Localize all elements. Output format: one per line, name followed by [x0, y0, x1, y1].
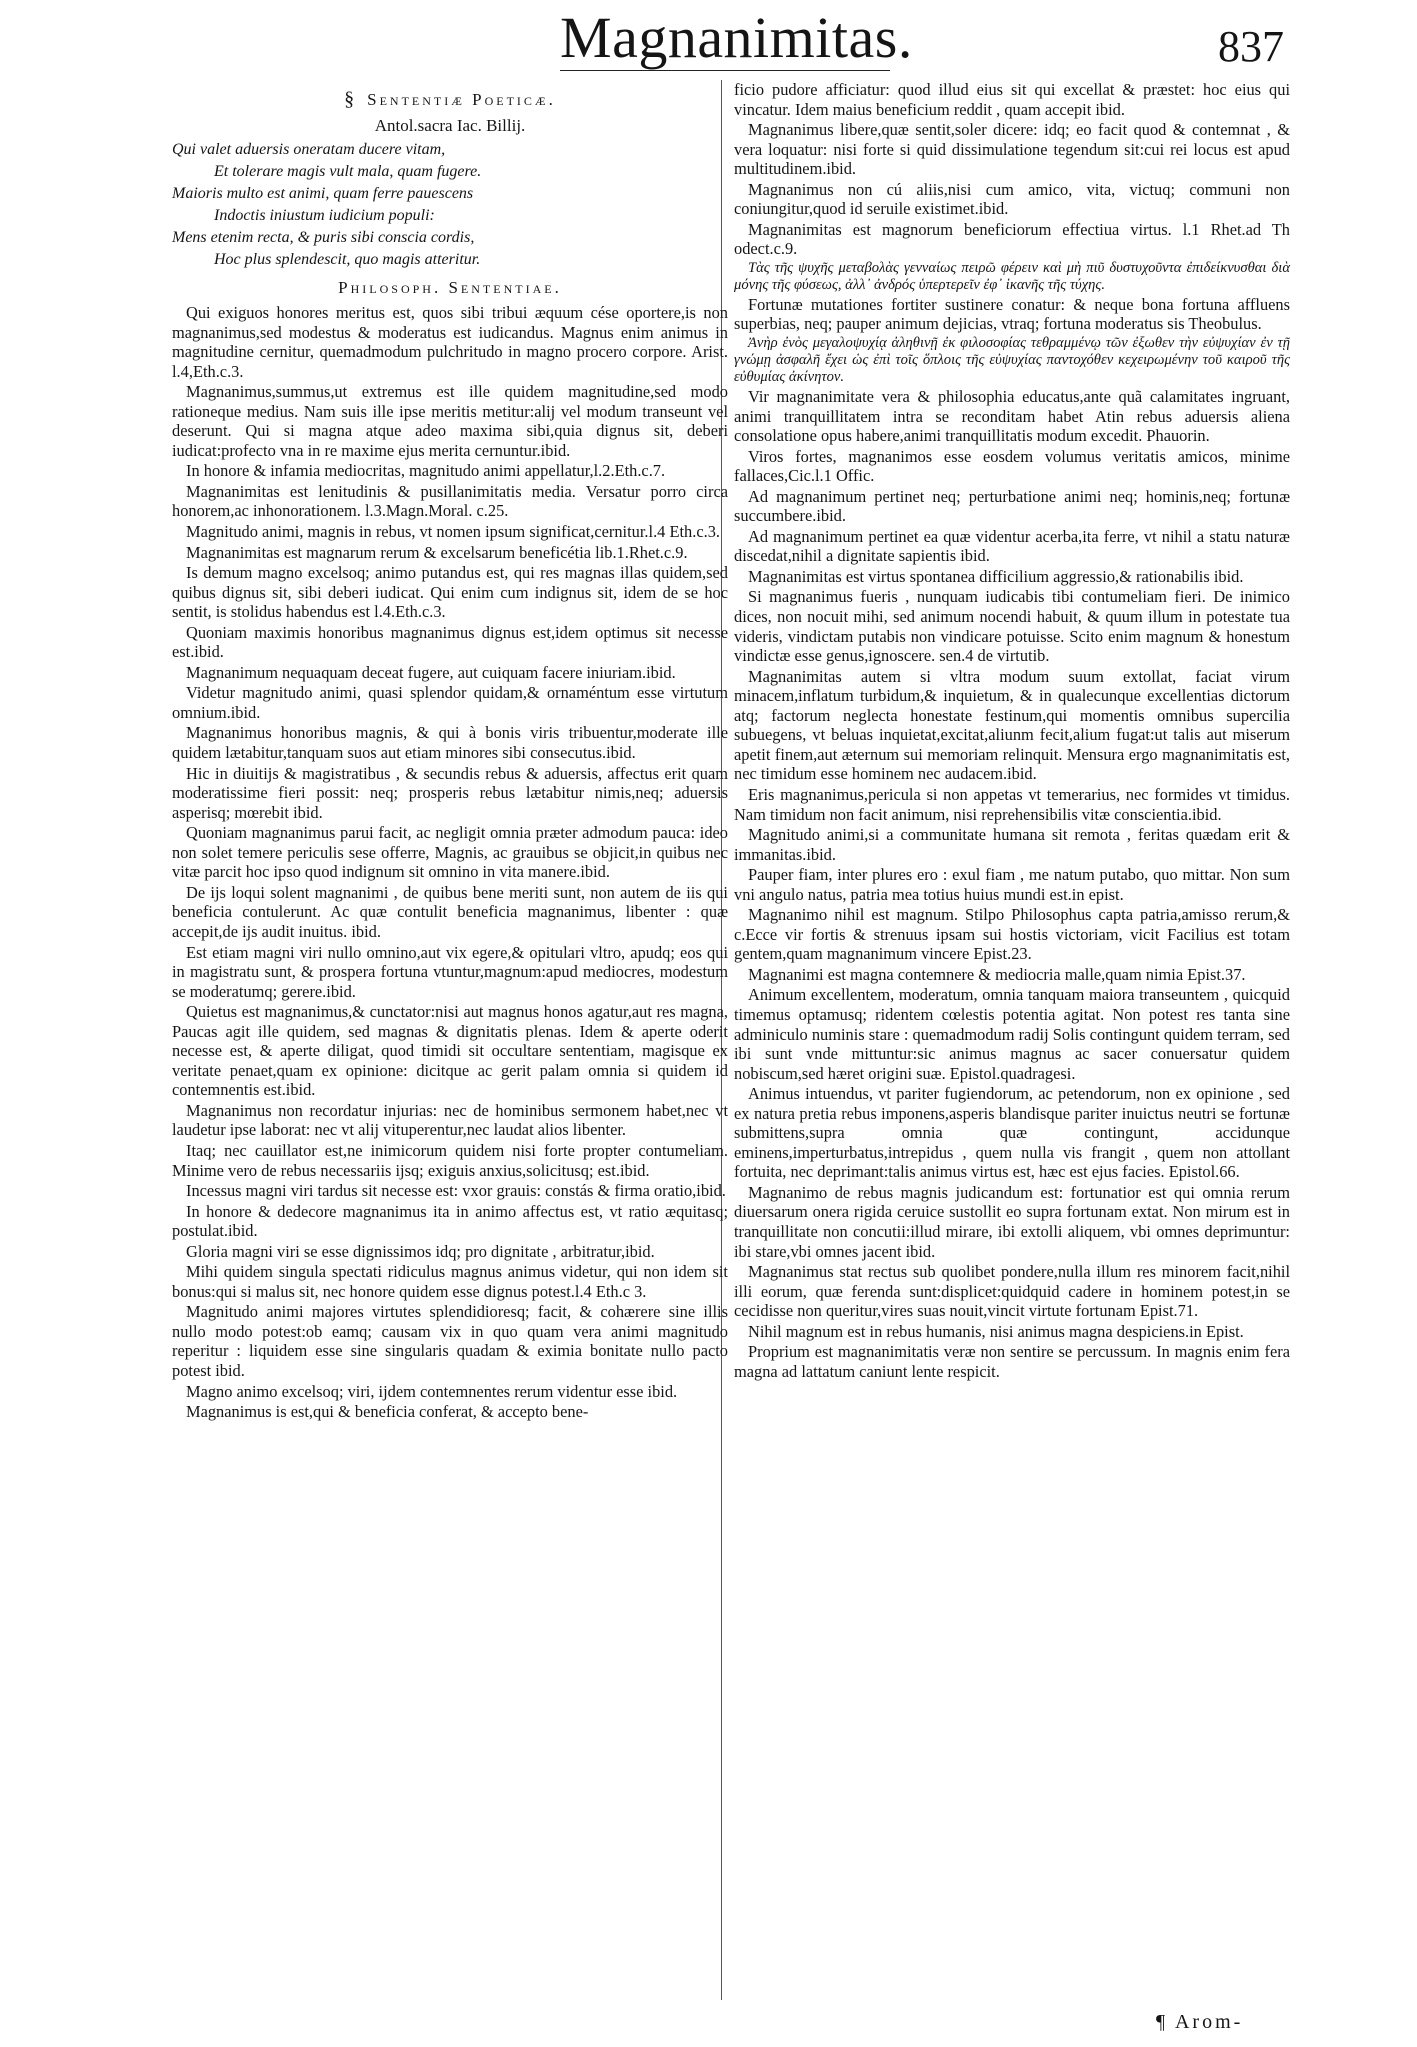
sentence-paragraph: Hic in diuitijs & magistratibus , & secundis rebus & aduersis, affectus erit quam moderatissime fieri possit: neq; prosperis rebus lætabitur nimis,neq; aduersis asperisq; mœrebit ibid.: [172, 763, 728, 822]
poem-line: Et tolerare magis vult mala, quam fugere.: [214, 163, 482, 180]
sentence-paragraph: Magnanimus non cú aliis,nisi cum amico, vita, victuq; communi non coniungitur,quod id seruile existimet.ibid.: [734, 179, 1290, 219]
sentence-paragraph: Pauper fiam, inter plures ero : exul fiam , me natum putabo, quo mittar. Non sum vni angulo natus, patria mea totius huius mundi est.in epist.: [734, 865, 1290, 904]
sentence-paragraph: De ijs loqui solent magnanimi , de quibus bene meriti sunt, non autem de iis qui beneficia contulerunt. Ac quæ contulit beneficia magnanimus, libenter : quæ accepit,de ijs audit inuitus. ibid.: [172, 882, 728, 941]
sentence-paragraph: Ad magnanimum pertinet ea quæ videntur acerba,ita ferre, vt nihil a statu naturæ discedat,nihil a dignitate sapientis ibid.: [734, 526, 1290, 566]
sentence-paragraph: Magnanimus honoribus magnis, & qui à bonis viris tribuentur,moderate ille quidem lætabitur,tanquam suos aut etiam minores sibi consecutus.ibid.: [172, 723, 728, 763]
sentence-paragraph: Est etiam magni viri nullo omnino,aut vix egere,& opitulari vltro, apudq; eos qui in magistratu sunt, & prospera fortuna vtuntur,magnum:apud mediocres, modestum se moderatumq; gerere.ibid.: [172, 942, 728, 1001]
sentence-paragraph: Magnanimitas est virtus spontanea difficilium aggressio,& rationabilis ibid.: [748, 566, 1244, 586]
sentence-paragraph: Magnitudo animi,si a communitate humana sit remota , feritas quædam erit & immanitas.ibid.: [734, 825, 1290, 864]
sentence-paragraph: Animus intuendus, vt pariter fugiendorum, ac petendorum, non ex opinione , sed ex natura pretia rebus imponens,asperis blandisque pariter inuictus neutri se fortunæ submittens,supra omnia quæ contingunt, accidunque eminens,imperturbatus,intrepidus , quem nulla vis frangit , quem non attollant fortuita, nec deprimant:talis animus virtus est, hæc est ejus facies. Epistol.66.: [734, 1084, 1290, 1182]
sentence-paragraph: Fortunæ mutationes fortiter sustinere conatur: & neque bona fortuna affluens superbias, neq; pauper animum dejicias, vtraq; fortuna moderatus sis Theobulus.: [734, 294, 1290, 334]
poem: [172, 139, 728, 271]
sentence-paragraph: Animum excellentem, moderatum, omnia tanquam maiora transeuntem , quicquid timemus optamusq; ridentem cœlestis potentia agitat. Non potest res tanta sine adminiculo numinis stare : quemadmodum radij Solis contingunt quidem terram, sed ibi sunt vnde mittuntur:sic animus magnus ac sacer conuersatur quidem nobiscum,sed hæret origini suæ. Epistol.quadragesi.: [734, 985, 1290, 1083]
sentence-paragraph: Quoniam maximis honoribus magnanimus dignus est,idem optimus sit necesse est.ibid.: [172, 622, 728, 662]
sentence-paragraph: Qui exiguos honores meritus est, quos sibi tribui æquum cése oportere,is non magnanimus,sed modestus & moderatus est iudicandus. Magnus enim animus in magnitudine cernitur, quemadmodum pulchritudo in magno procero corpore. Arist. l.4,Eth.c.3.: [172, 303, 728, 381]
sentence-paragraph: Quietus est magnanimus,& cunctator:nisi aut magnus honos agatur,aut res magna, Paucas agit ille quidem, sed magnas & dignitatis plenas. Idem & aperte oderit necesse est, & aperte diligat, quod timidi sit occultare sententiam, magisque ex veritate penaet,quam ex opinione: dicitque ac gerit palam omnia si quidem id contemnentis est.ibid.: [172, 1002, 728, 1100]
left-column: [172, 86, 728, 1423]
sentence-paragraph: Magnanimi est magna contemnere & mediocria malle,quam nimia Epist.37.: [748, 964, 1246, 984]
sentence-paragraph: Magnanimus,summus,ut extremus est ille quidem magnitudine,sed modo rationeque medius. Nam suis ille ipse meritis metitur:alij vel modum transeunt vel deserunt. Qui si magna atque adeo maxima sibi,quia dignus sit, deberi iudicat:profecto vna in re maxime ejus merita cernuntur.ibid.: [172, 382, 728, 460]
poem-line: Indoctis iniustum iudicium populi:: [214, 207, 435, 224]
sentence-paragraph: Nihil magnum est in rebus humanis, nisi animus magna despiciens.in Epist.: [748, 1321, 1244, 1341]
sentence-paragraph: Is demum magno excelsoq; animo putandus est, qui res magnas illas quidem,sed quibus dignus sit, sibi deberi iudicat. Qui enim cum indignus sit, idem de se hoc sentit, is stolidus habendus est l.4.Eth.c.3.: [172, 563, 728, 622]
greek-quotation: Ἀνὴρ ἐνὸς μεγαλοψυχίᾳ ἀληθινῇ ἐκ φιλοσοφίας τεθραμμένῳ τῶν ἐξωθεν τὴν εὐψυχίαν ἐν τῇ γνώμῃ ἀσφαλῆ ἔχει ὡς ἐπὶ τοῖς ὅπλοις τῆς εὐψυχίας παντοχόθεν κεχειρωμένην τοῦ καιροῦ τῆς εὐθυμίας ἀκίνητον.: [734, 335, 1290, 386]
sentence-paragraph: Incessus magni viri tardus sit necesse est: vxor grauis: constás & firma oratio,ibid.: [186, 1181, 726, 1201]
sentence-paragraph: Magno animo excelsoq; viri, ijdem contemnentes rerum videntur esse ibid.: [186, 1381, 678, 1401]
sentence-paragraph: Magnitudo animi, magnis in rebus, vt nomen ipsum significat,cernitur.l.4 Eth.c.3.: [186, 522, 720, 542]
poem-line: Qui valet aduersis oneratam ducere vitam,: [172, 141, 446, 158]
title-underline: [560, 70, 890, 71]
page-number: 837: [1218, 22, 1284, 71]
sentence-paragraph: ficio pudore afficiatur: quod illud eius sit qui excellat & præstet: hoc eius qui vincatur. Idem maius beneficium reddit , quam accepit ibid.: [734, 80, 1290, 119]
section-heading-poetic: [172, 88, 728, 111]
right-column: [734, 80, 1290, 1382]
sentence-paragraph: Magnanimitas autem si vltra modum suum extollat, faciat virum minacem,inflatum turbidum,& inquietum, & in qualecunque excellentias dictorum atq; factorum neglecta honestate festinum,qui momentis omnibus supercilia subuegens, vt beluas inquietat,excitat,aliunm fecit,alium fugat:ut talis aut miserum apetit finem,aut æternum sui memoriam relinquit. Mensura ergo magnanimitatis est, nec timidum esse hominem nec audacem.ibid.: [734, 666, 1290, 784]
sentence-paragraph: Eris magnanimus,pericula si non appetas vt temerarius, nec formides vt timidus. Nam timidum non facit animum, nisi reprehensibilis vitæ conscientia.ibid.: [734, 784, 1290, 824]
poem-line: Mens etenim recta, & puris sibi conscia cordis,: [172, 229, 475, 246]
sentence-paragraph: Videtur magnitudo animi, quasi splendor quidam,& ornaméntum esse virtutum omnium.ibid.: [172, 683, 728, 722]
poem-source: Antol.sacra Iac. Billij.: [374, 116, 526, 135]
sentence-paragraph: In honore & infamia mediocritas, magnitudo animi appellatur,l.2.Eth.c.7.: [186, 461, 666, 481]
sentence-paragraph: Magnanimus stat rectus sub quolibet pondere,nulla illum res minorem facit,nihil illi eorum, quæ ferenda sunt:displicet:quidquid cadere in hominem potest,in se cecidisse non queritur,vires suas nouit,vincit virtute fortunam Epist.71.: [734, 1262, 1290, 1321]
poem-line: Hoc plus splendescit, quo magis atteritur.: [214, 251, 481, 268]
sentence-paragraph: Magnanimum nequaquam deceat fugere, aut cuiquam facere iniuriam.ibid.: [186, 662, 676, 682]
page-title: Magnanimitas.: [560, 5, 913, 70]
sentence-paragraph: Si magnanimus fueris , nunquam iudicabis tibi contumeliam fieri. De inimico dices, non nocuit mihi, sed animum nocendi habuit, & quum illum in potestate tua videris, vindictam putabis non vindicare potuisse. Scito enim magnum & honestum vindictæ esse genus,ignoscere. sen.4 de virtutib.: [734, 587, 1290, 666]
sentence-paragraph: Ad magnanimum pertinet neq; perturbatione animi neq; hominis,neq; fortunæ succumbere.ibid.: [734, 486, 1290, 526]
sentence-paragraph: Magnanimo nihil est magnum. Stilpo Philosophus capta patria,amisso rerum,& c.Ecce vir fortis & strenuus ipsam sui hostis victoriam, vicit Facilius est totam gentem,quam magnanimum vincere Epist.23.: [734, 905, 1290, 964]
sentence-paragraph: Magnanimitas est magnarum rerum & excelsarum beneficétia lib.1.Rhet.c.9.: [186, 542, 688, 562]
sentence-paragraph: Magnanimitas est magnorum beneficiorum effectiua virtus. l.1 Rhet.ad Th odect.c.9.: [734, 219, 1290, 259]
sentence-paragraph: Vir magnanimitate vera & philosophia educatus,ante quã calamitates ingruant, animi tranquillitatem intra se reconditam habet Atin rebus aduersis aliena consolatione opus habere,animi tranquillitatis modum excedit. Phauorin.: [734, 387, 1290, 446]
sentence-paragraph: Magnanimitas est lenitudinis & pusillanimitatis media. Versatur porro circa honorem,ac inhonorationem. l.3.Magn.Moral. c.25.: [172, 481, 728, 521]
sentence-paragraph: Mihi quidem singula spectati ridiculus magnus animus videtur, qui non idem sit bonus:qui si malus sit, nec honore quidem esse dignus potest.l.4 Eth.c 3.: [172, 1262, 728, 1301]
sentence-paragraph: Magnitudo animi majores virtutes splendidioresq; facit, & cohærere sine illis nullo modo potest:ob eamq; causam vix in quo quam vera animi magnitudo reperitur : liquidem esse sine singularis quadam & eximia bonitate nullo pacto potest ibid.: [172, 1302, 728, 1380]
sentence-paragraph: Magnanimus is est,qui & beneficia conferat, & accepto bene-: [186, 1402, 589, 1422]
section-mark: §: [344, 88, 358, 110]
sentence-paragraph: Magnanimo de rebus magnis judicandum est: fortunatior est qui omnia rerum diuersarum onera rigida ceruice sustollit eo supra fortunam extat. Non mirum est in tranquillitate non concutii:illud mirare, ibi extolli aliquem, vbi omnes deprimuntur: ibi stare,vbi omnes jacent ibid.: [734, 1182, 1290, 1261]
sentence-paragraph: Magnanimus libere,quæ sentit,soler dicere: idq; eo facit quod & contemnat , & vera loquatur: nisi forte si quid dissimulatione tegendum sit:cui rei locus est apud multitudinem.ibid.: [734, 120, 1290, 179]
sentence-paragraph: Gloria magni viri se esse dignissimos idq; pro dignitate , arbitratur,ibid.: [186, 1241, 655, 1261]
greek-quotation: Τὰς τῆς ψυχῆς μεταβολὰς γενναίως πειρῶ φέρειν καὶ μὴ πιῦ δυστυχοῦντα ἐπιδείκνυσθαι διὰ μόνης τῆς φύσεως, ἀλλ᾽ ἀνδρός ὑπερτερεῖν ἐφ᾽ ἱκανῆς τῆς τύχης.: [734, 259, 1290, 293]
sentence-paragraph: Quoniam magnanimus parui facit, ac negligit omnia præter admodum pauca: ideo non solet temere periculis sese offerre, Magnis, ac grauibus se objicit,in quibus nec vitæ parcit hoc ipso quod indignum sit omnino in vita manere.ibid.: [172, 823, 728, 882]
sentence-paragraph: Viros fortes, magnanimos esse eosdem volumus veritatis amicos, minime fallaces,Cic.l.1 Offic.: [734, 446, 1290, 486]
poem-line: Maioris multo est animi, quam ferre pauescens: [172, 185, 474, 202]
section-heading-text: Sententiæ Poeticæ.: [367, 90, 556, 109]
catchword: ¶ Arom-: [1156, 2011, 1244, 2033]
section-heading-philosophical: Philosoph. Sententiae.: [338, 278, 562, 297]
sentence-paragraph: Magnanimus non recordatur injurias: nec de hominibus sermonem habet,nec vt laudetur ipse laborat: nec vt alij vituperentur,nec laudat alios libenter.: [172, 1100, 728, 1140]
sentence-paragraph: In honore & dedecore magnanimus ita in animo affectus est, vt ratio æquitasq; postulat.ibid.: [172, 1201, 728, 1241]
sentence-paragraph: Proprium est magnanimitatis veræ non sentire se percussum. In magnis enim fera magna ad lattatum caniunt lente respicit.: [734, 1342, 1290, 1381]
sentence-paragraph: Itaq; nec cauillator est,ne inimicorum quidem nisi forte propter contumeliam. Minime vero de rebus necessariis ijsq; exiguis anxius,solicitusq; est.ibid.: [172, 1140, 728, 1180]
